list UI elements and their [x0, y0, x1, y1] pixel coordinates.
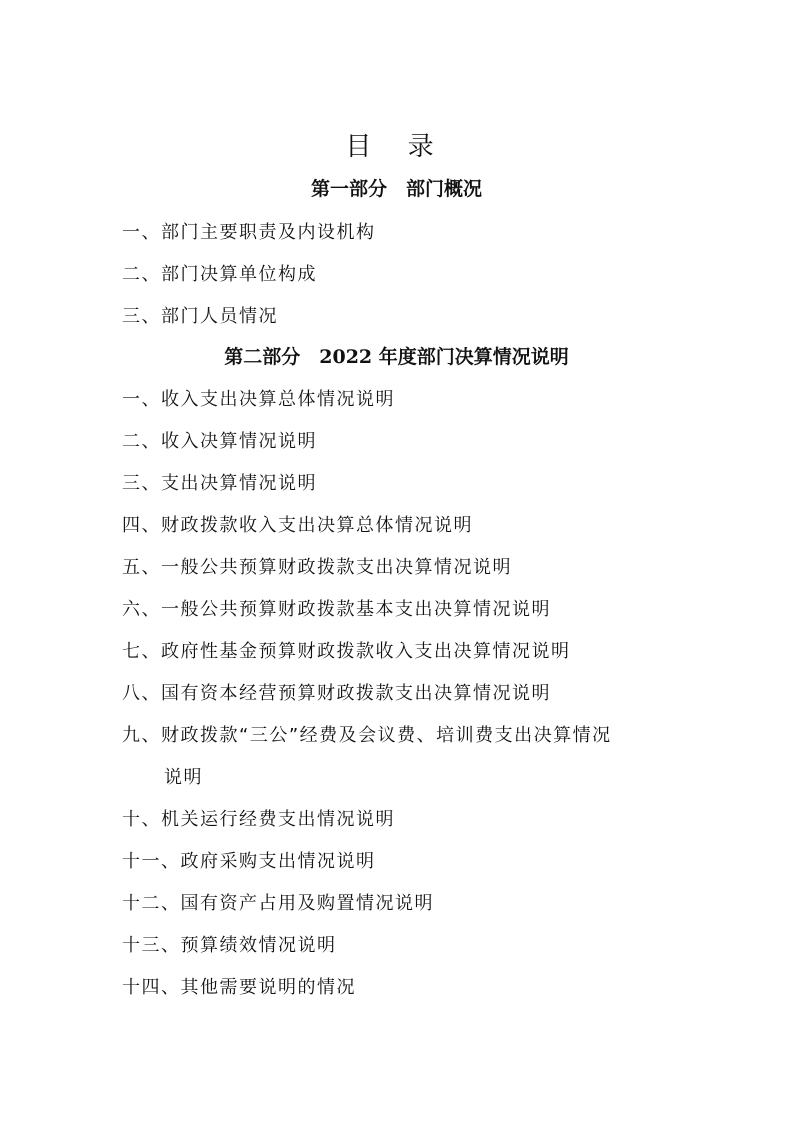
toc-item: 十三、预算绩效情况说明 [122, 935, 337, 956]
toc-item-continuation: 说明 [164, 767, 203, 788]
toc-item: 二、收入决算情况说明 [122, 431, 317, 452]
toc-item: 六、一般公共预算财政拨款基本支出决算情况说明 [122, 599, 551, 620]
toc-item: 一、部门主要职责及内设机构 [122, 222, 376, 243]
toc-item: 十四、其他需要说明的情况 [122, 977, 356, 998]
toc-item: 三、部门人员情况 [122, 306, 278, 327]
toc-item: 五、一般公共预算财政拨款支出决算情况说明 [122, 557, 512, 578]
toc-item: 八、国有资本经营预算财政拨款支出决算情况说明 [122, 683, 551, 704]
toc-item: 十一、政府采购支出情况说明 [122, 851, 376, 872]
toc-item: 二、部门决算单位构成 [122, 264, 317, 285]
toc-title: 目 录 [345, 132, 448, 162]
toc-item: 三、支出决算情况说明 [122, 473, 317, 494]
toc-item: 十、机关运行经费支出情况说明 [122, 809, 395, 830]
toc-item: 一、收入支出决算总体情况说明 [122, 389, 395, 410]
toc-item: 十二、国有资产占用及购置情况说明 [122, 893, 434, 914]
part2-heading: 第二部分 2022 年度部门决算情况说明 [224, 346, 569, 368]
part1-heading: 第一部分 部门概况 [310, 178, 482, 200]
toc-item: 四、财政拨款收入支出决算总体情况说明 [122, 515, 473, 536]
toc-item: 七、政府性基金预算财政拨款收入支出决算情况说明 [122, 641, 571, 662]
toc-item: 九、财政拨款“三公”经费及会议费、培训费支出决算情况 [122, 725, 612, 746]
